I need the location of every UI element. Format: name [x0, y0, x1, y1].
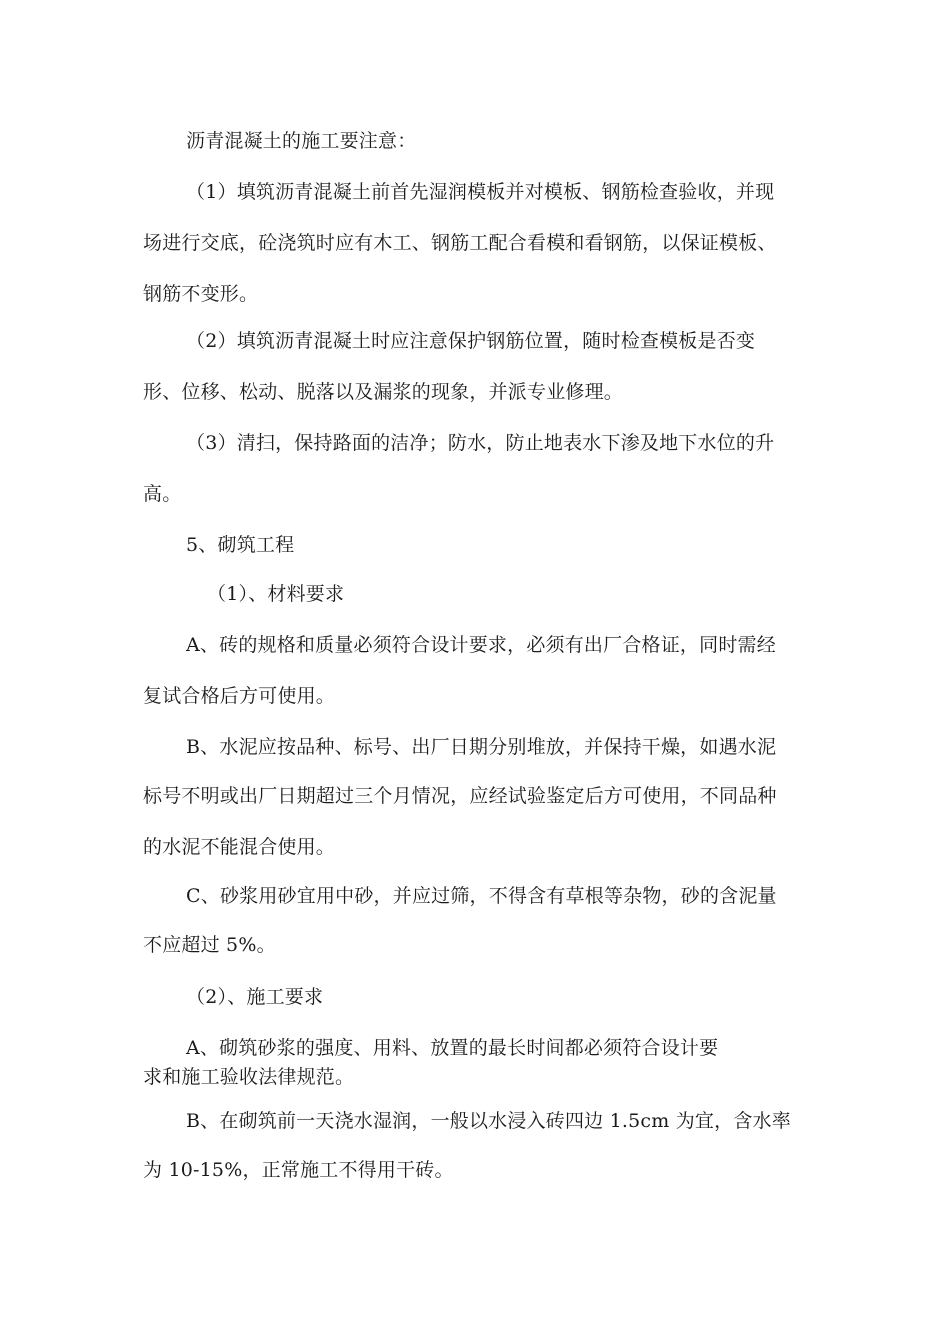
asphalt-item-2-line-2: 形、位移、松动、脱落以及漏浆的现象，并派专业修理。: [143, 381, 624, 403]
material-a-line-2: 复试合格后方可使用。: [143, 685, 336, 707]
subsection-1-title: （1）、材料要求: [207, 583, 345, 605]
material-c-line-2: 不应超过 5%。: [143, 934, 276, 956]
subsection-2-title: （2）、施工要求: [186, 986, 324, 1008]
section-5-title: 5、砌筑工程: [186, 534, 295, 556]
material-b-line-2: 标号不明或出厂日期超过三个月情况，应经试验鉴定后方可使用，不同品种: [143, 785, 777, 807]
construction-b-line-1: B、在砌筑前一天浇水湿润，一般以水浸入砖四边 1.5cm 为宜，含水率: [186, 1110, 791, 1132]
construction-a-line-1: A、砌筑砂浆的强度、用料、放置的最长时间都必须符合设计要: [186, 1037, 719, 1059]
asphalt-item-1-line-2: 场进行交底，砼浇筑时应有木工、钢筋工配合看模和看钢筋，以保证模板、: [143, 232, 777, 254]
asphalt-item-3-line-1: （3）清扫，保持路面的洁净；防水，防止地表水下渗及地下水位的升: [186, 432, 775, 454]
asphalt-heading: 沥青混凝土的施工要注意：: [186, 130, 417, 152]
asphalt-item-3-line-2: 高。: [143, 483, 182, 505]
material-b-line-3: 的水泥不能混合使用。: [143, 836, 336, 858]
asphalt-item-2-line-1: （2）填筑沥青混凝土时应注意保护钢筋位置，随时检查模板是否变: [186, 330, 756, 352]
construction-b-line-2: 为 10-15%，正常施工不得用干砖。: [143, 1159, 454, 1181]
material-a-line-1: A、砖的规格和质量必须符合设计要求，必须有出厂合格证，同时需经: [186, 634, 776, 656]
material-c-line-1: C、砂浆用砂宜用中砂，并应过筛，不得含有草根等杂物，砂的含泥量: [186, 885, 777, 907]
construction-a-line-2: 求和施工验收法律规范。: [143, 1066, 355, 1088]
asphalt-item-1-line-3: 钢筋不变形。: [143, 283, 259, 305]
material-b-line-1: B、水泥应按品种、标号、出厂日期分别堆放，并保持干燥，如遇水泥: [186, 736, 777, 758]
asphalt-item-1-line-1: （1）填筑沥青混凝土前首先湿润模板并对模板、钢筋检查验收，并现: [186, 181, 775, 203]
